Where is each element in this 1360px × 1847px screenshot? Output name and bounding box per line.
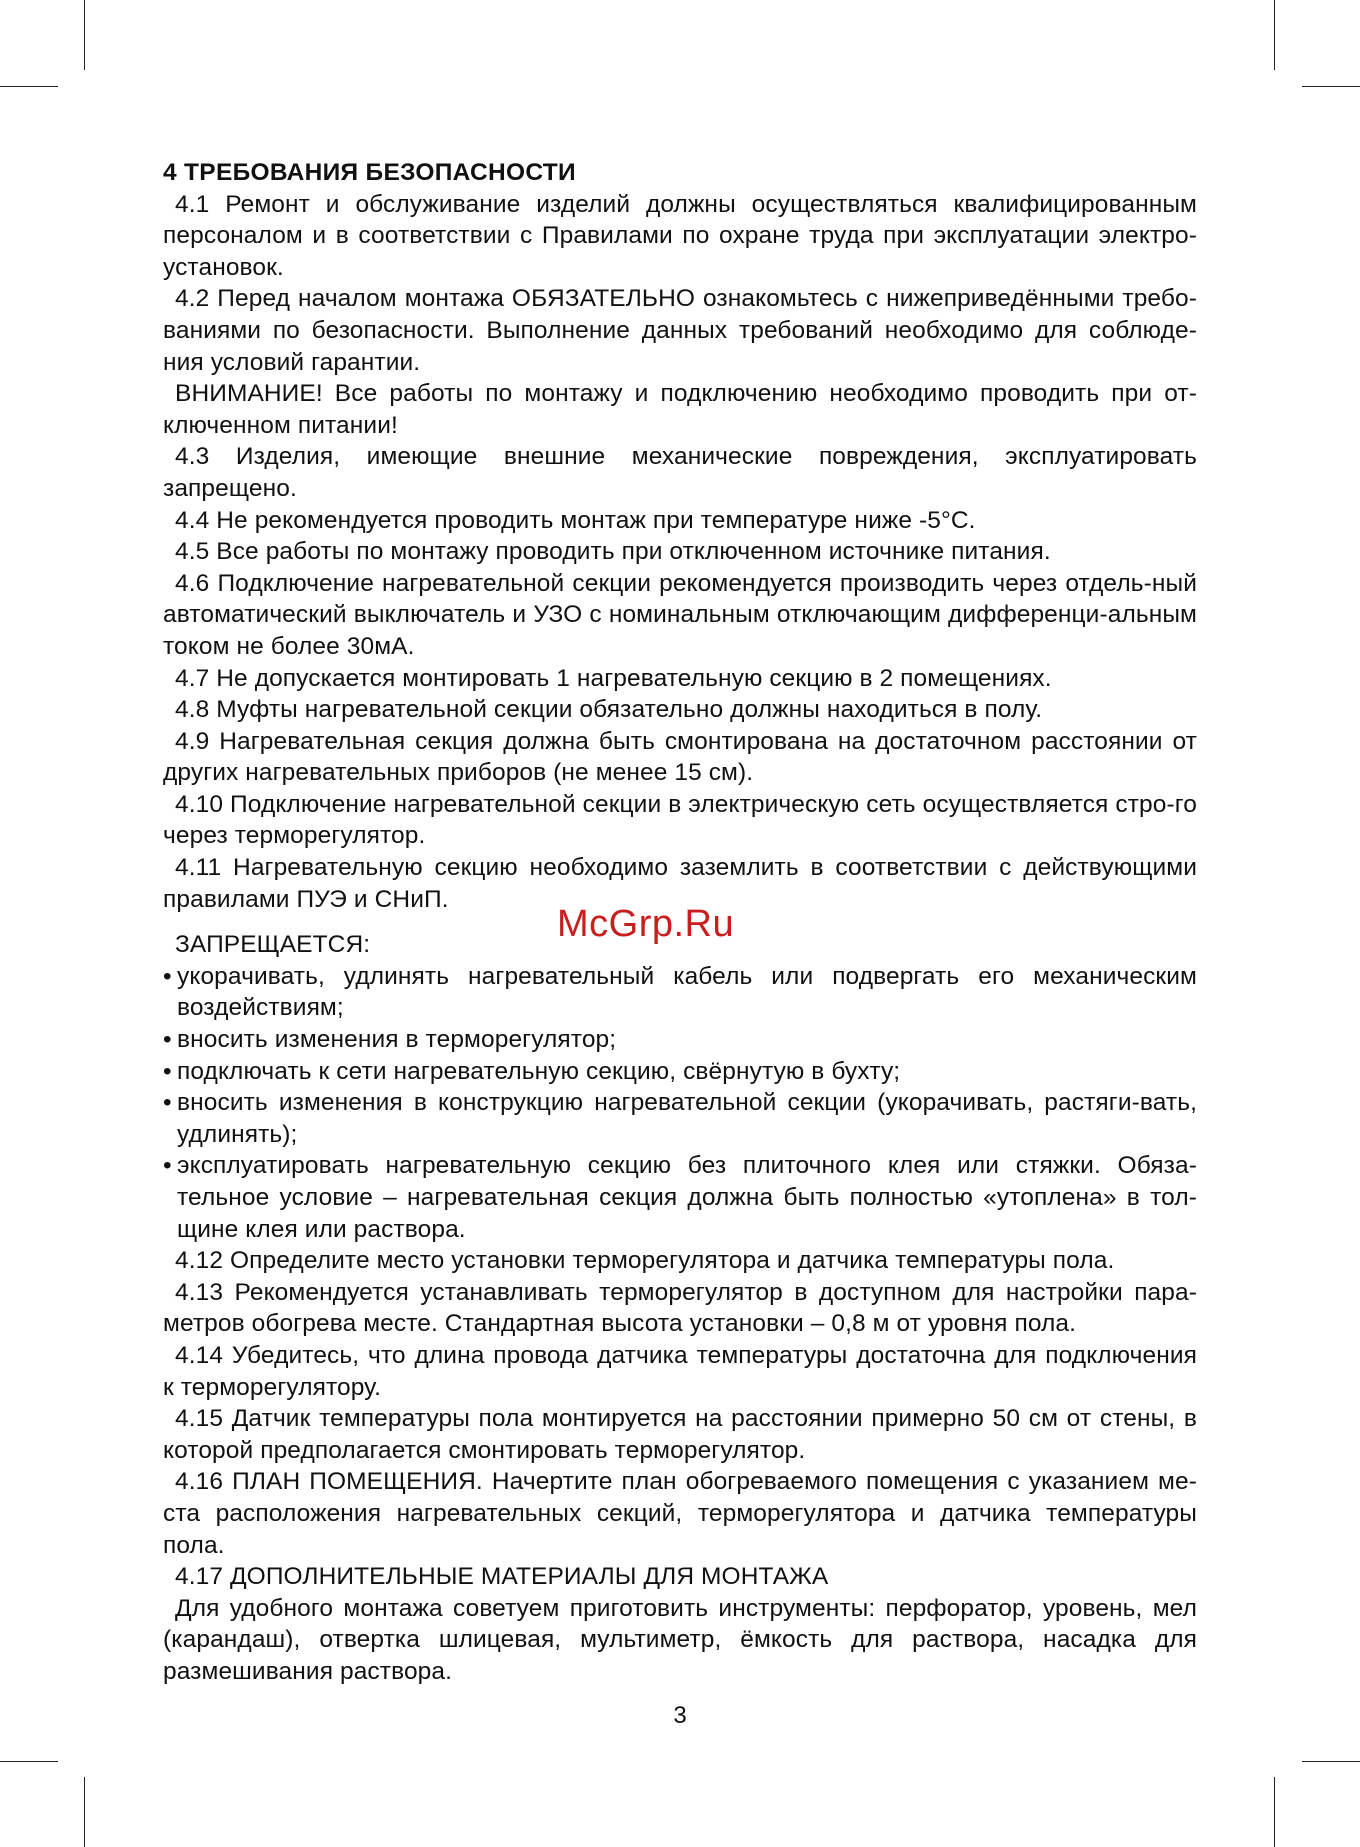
subsection-heading: 4.17 ДОПОЛНИТЕЛЬНЫЕ МАТЕРИАЛЫ ДЛЯ МОНТАЖА (175, 1563, 829, 1591)
prohibited-label: ЗАПРЕЩАЕТСЯ: (175, 931, 371, 959)
paragraph: 4.4 Не рекомендуется проводить монтаж при температуре ниже -5°С. (175, 506, 976, 534)
list-item (163, 1024, 1197, 1056)
bullet-icon: • (163, 1152, 172, 1180)
page-number: 3 (673, 1702, 687, 1729)
watermark: McGrp.Ru (557, 903, 735, 945)
bullet-icon: • (163, 1057, 172, 1085)
list-item (163, 961, 1197, 1024)
paragraph: 4.15 Датчик температуры пола монтируется на расстоянии примерно 50 см от стены, в которой предполагается смонтировать терморегулятор. (163, 1405, 1197, 1464)
list-item-text: вносить изменения в терморегулятор; (177, 1026, 617, 1054)
list-item-text: укорачивать, удлинять нагревательный кабель или подвергать его механическим воздействиям; (177, 962, 1197, 1022)
crop-mark (1274, 1777, 1275, 1847)
crop-mark (84, 1777, 85, 1847)
paragraphs-bottom (163, 1245, 1197, 1687)
paragraph: 4.6 Подключение нагревательной секции рекомендуется производить через отдель-ный автоматический выключатель и УЗО с номинальным отключающим дифференци-альным током не более 30мА. (163, 569, 1197, 660)
paragraph: 4.1 Ремонт и обслуживание изделий должны осуществляться квалифицированным персоналом и в соответствии с Правилами по охране труда при эксплуатации электро-установок. (163, 190, 1197, 281)
bullet-icon: • (163, 962, 172, 990)
crop-mark (1274, 0, 1275, 70)
paragraph: 4.16 ПЛАН ПОМЕЩЕНИЯ. Начертите план обогреваемого помещения с указанием ме-ста расположения нагревательных секций, терморегулятора и датчика температуры пола. (163, 1468, 1197, 1559)
paragraph: 4.8 Муфты нагревательной секции обязательно должны находиться в полу. (175, 696, 1043, 724)
paragraph: 4.5 Все работы по монтажу проводить при отключенном источнике питания. (175, 538, 1051, 566)
crop-mark (0, 1761, 58, 1762)
paragraph: 4.14 Убедитесь, что длина провода датчика температуры достаточна для подключения к терморегулятору. (163, 1341, 1197, 1401)
list-item (163, 1056, 1197, 1088)
crop-mark (1302, 86, 1360, 87)
paragraph: 4.13 Рекомендуется устанавливать терморегулятор в доступном для настройки пара-метров обогрева месте. Стандартная высота установки – 0,8 м от уровня пола. (163, 1278, 1197, 1338)
list-item (163, 1150, 1197, 1245)
paragraph: 4.11 Нагревательную секцию необходимо заземлить в соответствии с действующими правилами ПУЭ и СНиП. (163, 854, 1197, 913)
list-item-text: подключать к сети нагревательную секцию, свёрнутую в бухту; (177, 1057, 901, 1085)
prohibited-list (163, 961, 1197, 1245)
crop-mark (1302, 1761, 1360, 1762)
paragraph: 4.10 Подключение нагревательной секции в электрическую сеть осуществляется стро-го через терморегулятор. (163, 790, 1197, 850)
warning-paragraph: ВНИМАНИЕ! Все работы по монтажу и подключению необходимо проводить при от-ключенном питании! (163, 380, 1197, 439)
paragraph: 4.2 Перед началом монтажа ОБЯЗАТЕЛЬНО ознакомьтесь с нижеприведёнными требо-ваниями по безопасности. Выполнение данных требований необходимо для соблюде-ния условий гарантии. (163, 285, 1197, 376)
list-item-text: вносить изменения в конструкцию нагревательной секции (укорачивать, растяги-вать, удлинять); (177, 1089, 1197, 1148)
list-item-text: эксплуатировать нагревательную секцию без плиточного клея или стяжки. Обяза-тельное условие – нагревательная секция должна быть полностью «утоплена» в тол-щине клея или раствора. (177, 1152, 1197, 1243)
paragraph: 4.7 Не допускается монтировать 1 нагревательную секцию в 2 помещениях. (175, 664, 1052, 692)
crop-mark (84, 0, 85, 70)
paragraphs-top (163, 189, 1197, 916)
paragraph: 4.9 Нагревательная секция должна быть смонтирована на достаточном расстоянии от других нагревательных приборов (не менее 15 см). (163, 727, 1197, 787)
section-title: 4 ТРЕБОВАНИЯ БЕЗОПАСНОСТИ (163, 159, 576, 186)
bullet-icon: • (163, 1089, 172, 1117)
paragraph: 4.12 Определите место установки терморегулятора и датчика температуры пола. (175, 1247, 1115, 1275)
crop-mark (0, 86, 58, 87)
list-item (163, 1087, 1197, 1150)
paragraph: 4.3 Изделия, имеющие внешние механические повреждения, эксплуатировать запрещено. (163, 443, 1197, 502)
bullet-icon: • (163, 1026, 172, 1054)
paragraph: Для удобного монтажа советуем приготовить инструменты: перфоратор, уровень, мел (карандаш), отвертка шлицевая, мультиметр, ёмкость для раствора, насадка для размешивания раствора. (163, 1594, 1197, 1685)
